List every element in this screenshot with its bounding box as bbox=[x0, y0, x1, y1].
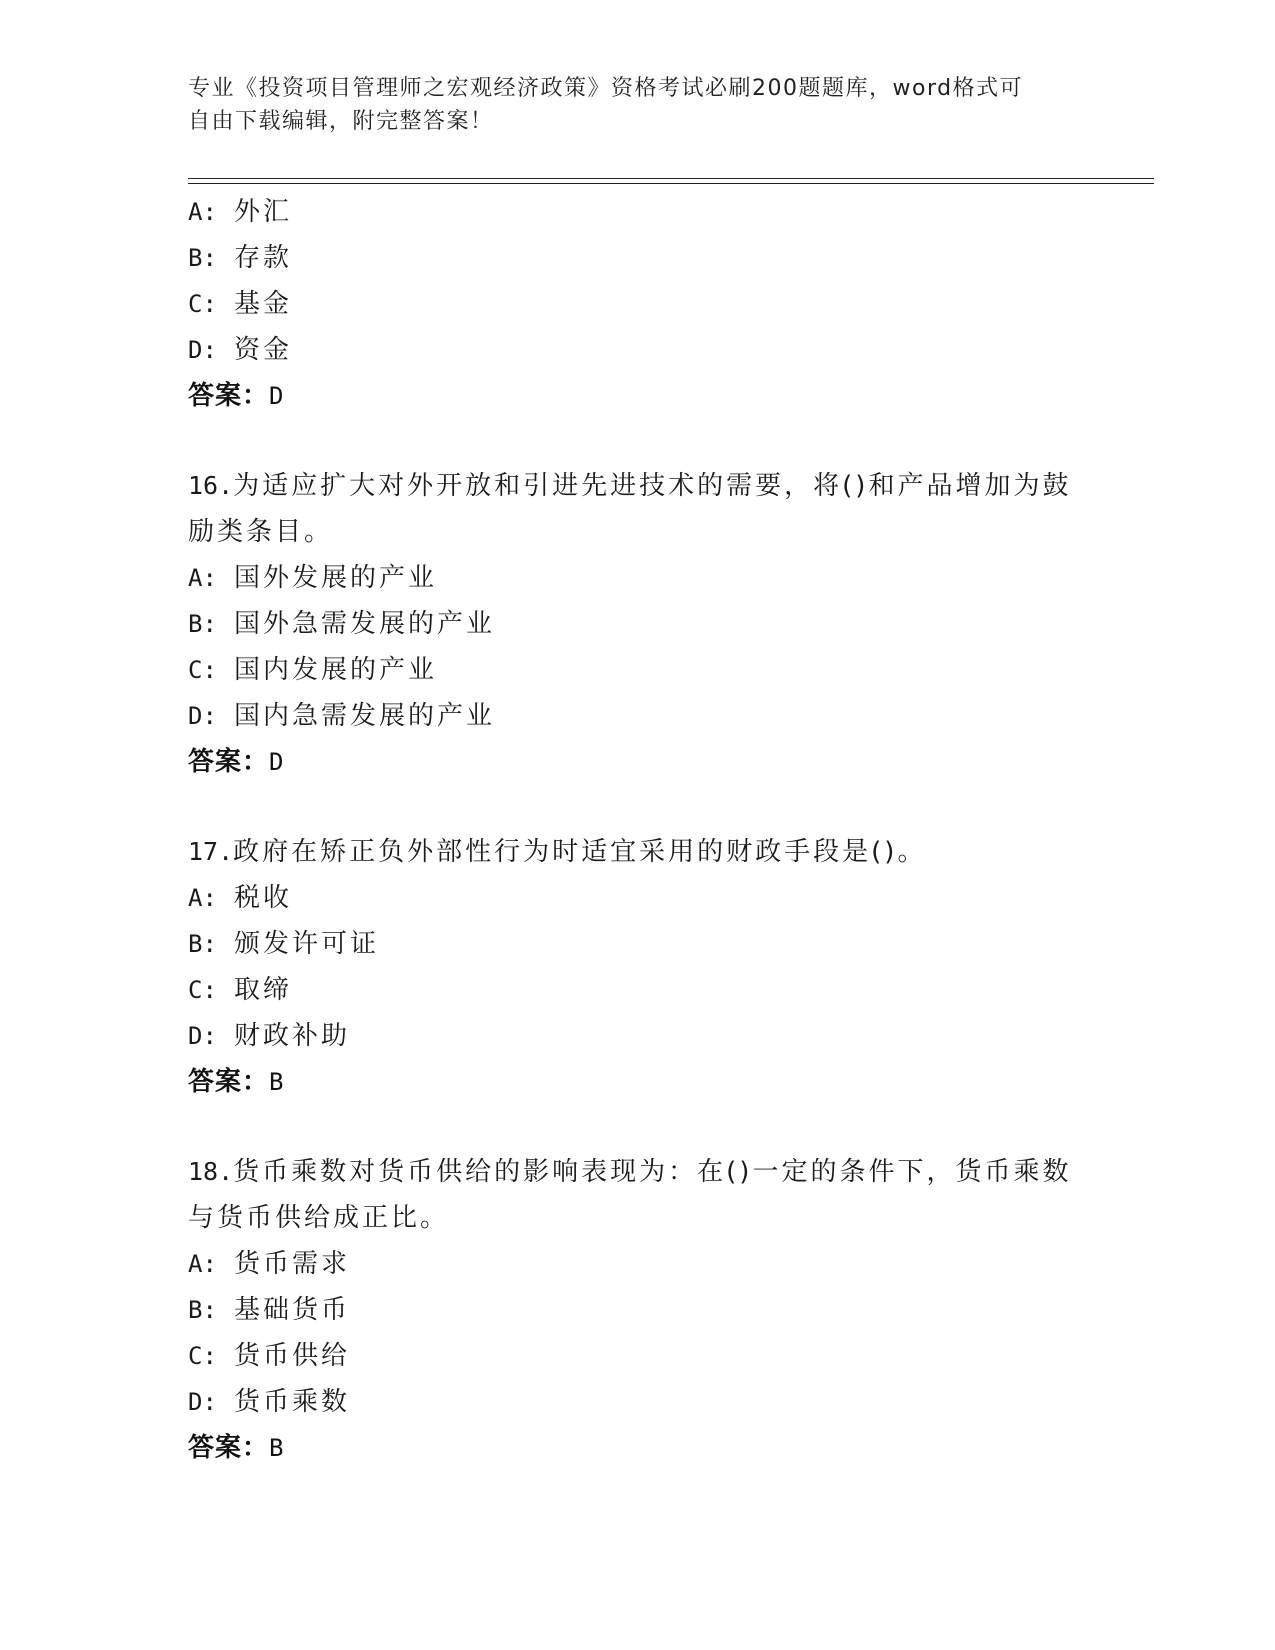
option-text: 存款 bbox=[234, 243, 293, 273]
option-letter: A: bbox=[188, 564, 217, 592]
option-text: 国外发展的产业 bbox=[234, 563, 438, 593]
option-b bbox=[188, 601, 1088, 647]
option-letter: B: bbox=[188, 244, 217, 272]
option-d bbox=[188, 693, 1088, 739]
option-text: 基金 bbox=[234, 289, 293, 319]
option-letter: C: bbox=[188, 656, 217, 684]
header-rule-bottom bbox=[188, 183, 1154, 184]
question-list bbox=[188, 189, 1088, 1471]
option-text: 国外急需发展的产业 bbox=[234, 609, 496, 639]
option-letter: D: bbox=[188, 1388, 217, 1416]
answer-label: 答案： bbox=[188, 1067, 270, 1097]
option-a bbox=[188, 555, 1088, 601]
option-text: 资金 bbox=[234, 335, 293, 365]
option-text: 颁发许可证 bbox=[234, 929, 380, 959]
answer-label: 答案： bbox=[188, 1433, 270, 1463]
option-d bbox=[188, 1013, 1088, 1059]
question-stem bbox=[188, 463, 1088, 555]
question-18 bbox=[188, 1149, 1088, 1471]
option-letter: C: bbox=[188, 976, 217, 1004]
option-a bbox=[188, 875, 1088, 921]
option-c bbox=[188, 281, 1088, 327]
option-d bbox=[188, 1379, 1088, 1425]
answer-label: 答案： bbox=[188, 381, 270, 411]
question-stem bbox=[188, 1149, 1088, 1241]
answer-line bbox=[188, 1059, 1088, 1105]
answer-label: 答案： bbox=[188, 747, 270, 777]
option-c bbox=[188, 967, 1088, 1013]
stem-line-2: 与货币供给成正比。 bbox=[188, 1203, 450, 1233]
option-a bbox=[188, 1241, 1088, 1287]
option-b bbox=[188, 921, 1088, 967]
header-line-1: 专业《投资项目管理师之宏观经济政策》资格考试必刷200题题库，word格式可 bbox=[188, 76, 1024, 101]
option-letter: D: bbox=[188, 1022, 217, 1050]
option-letter: B: bbox=[188, 610, 217, 638]
question-stem bbox=[188, 829, 1088, 875]
option-letter: C: bbox=[188, 1342, 217, 1370]
stem-line-2: 励类条目。 bbox=[188, 517, 334, 547]
option-letter: B: bbox=[188, 1296, 217, 1324]
option-letter: A: bbox=[188, 1250, 217, 1278]
option-text: 货币供给 bbox=[234, 1341, 351, 1371]
option-letter: A: bbox=[188, 884, 217, 912]
question-17 bbox=[188, 829, 1088, 1105]
answer-line bbox=[188, 1425, 1088, 1471]
answer-line bbox=[188, 739, 1088, 785]
stem-line-1: 政府在矫正负外部性行为时适宜采用的财政手段是()。 bbox=[233, 837, 927, 867]
option-text: 税收 bbox=[234, 883, 293, 913]
option-text: 货币需求 bbox=[234, 1249, 351, 1279]
option-b bbox=[188, 1287, 1088, 1333]
option-text: 国内发展的产业 bbox=[234, 655, 438, 685]
option-text: 国内急需发展的产业 bbox=[234, 701, 496, 731]
option-text: 外汇 bbox=[234, 197, 293, 227]
option-text: 取缔 bbox=[234, 975, 293, 1005]
stem-line-1: 为适应扩大对外开放和引进先进技术的需要，将()和产品增加为鼓 bbox=[233, 471, 1072, 501]
answer-value: D bbox=[269, 748, 285, 776]
stem-line-1: 货币乘数对货币供给的影响表现为：在()一定的条件下，货币乘数 bbox=[233, 1157, 1072, 1187]
question-number: 18. bbox=[188, 1157, 234, 1186]
option-d bbox=[188, 327, 1088, 373]
option-letter: D: bbox=[188, 336, 217, 364]
answer-value: B bbox=[269, 1068, 285, 1096]
answer-value: D bbox=[269, 382, 285, 410]
option-b bbox=[188, 235, 1088, 281]
question-16 bbox=[188, 463, 1088, 785]
option-letter: A: bbox=[188, 198, 217, 226]
option-text: 财政补助 bbox=[234, 1021, 351, 1051]
document-header bbox=[188, 72, 1068, 138]
header-rule-top bbox=[188, 178, 1154, 179]
option-text: 货币乘数 bbox=[234, 1387, 351, 1417]
question-number: 17. bbox=[188, 837, 234, 866]
option-letter: C: bbox=[188, 290, 217, 318]
option-text: 基础货币 bbox=[234, 1295, 351, 1325]
option-letter: D: bbox=[188, 702, 217, 730]
option-letter: B: bbox=[188, 930, 217, 958]
header-line-2: 自由下载编辑，附完整答案！ bbox=[188, 109, 494, 134]
option-c bbox=[188, 647, 1088, 693]
answer-line bbox=[188, 373, 1088, 419]
option-c bbox=[188, 1333, 1088, 1379]
answer-value: B bbox=[269, 1434, 285, 1462]
option-a bbox=[188, 189, 1088, 235]
question-number: 16. bbox=[188, 471, 234, 500]
question-partial bbox=[188, 189, 1088, 419]
